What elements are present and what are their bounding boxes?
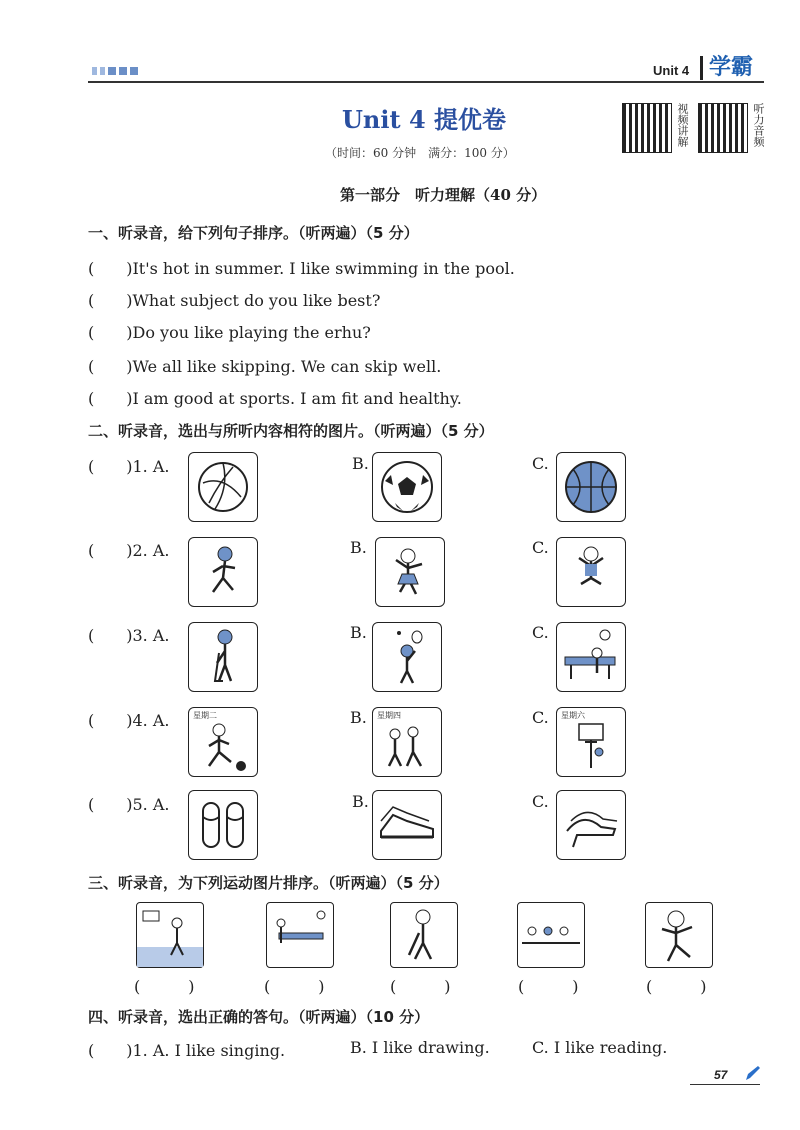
qr-code-icon bbox=[698, 103, 748, 153]
s2-q4-c: C. bbox=[532, 708, 549, 727]
s2-q1-b: B. bbox=[352, 454, 369, 473]
s2-q5-c: C. bbox=[532, 792, 549, 811]
basketball-hoop-icon[interactable] bbox=[556, 707, 626, 777]
basketball-icon[interactable] bbox=[556, 452, 626, 522]
running-girl-icon[interactable] bbox=[188, 537, 258, 607]
qr-audio[interactable] bbox=[698, 103, 764, 153]
s2-q3-c: C. bbox=[532, 623, 549, 642]
s1-item-2: ( )What subject do you like best? bbox=[88, 291, 381, 310]
football-player-icon[interactable] bbox=[188, 707, 258, 777]
ice-hockey-scene-icon[interactable] bbox=[390, 902, 458, 968]
qr-video[interactable] bbox=[622, 103, 688, 153]
s1-item-1: ( )It's hot in summer. I like swimming in the pool. bbox=[88, 259, 515, 278]
page-number: 57 bbox=[714, 1068, 728, 1082]
s2-q4-b: B. bbox=[350, 708, 367, 727]
sneakers-icon[interactable] bbox=[372, 790, 442, 860]
s2-q4-label: ( )4. A. bbox=[88, 711, 170, 730]
section-2-heading: 二、听录音，选出与所听内容相符的图片。（听两遍）（5 分） bbox=[88, 422, 494, 440]
s3-answer-4[interactable]: ( ) bbox=[518, 977, 579, 996]
qr-caption: 听力音频 bbox=[752, 103, 765, 147]
s1-item-5: ( )I am good at sports. I am fit and healthy. bbox=[88, 389, 462, 408]
table-tennis-icon[interactable] bbox=[556, 622, 626, 692]
s2-q2-label: ( )2. A. bbox=[88, 541, 170, 560]
page-title: Unit 4 提优卷 bbox=[342, 105, 506, 134]
s3-answer-3[interactable]: ( ) bbox=[390, 977, 451, 996]
footer-rule bbox=[690, 1084, 760, 1085]
s1-item-3: ( )Do you like playing the erhu? bbox=[88, 323, 371, 342]
slippers-icon[interactable] bbox=[188, 790, 258, 860]
s4-item-1-c: C. I like reading. bbox=[532, 1038, 668, 1057]
high-heels-icon[interactable] bbox=[556, 790, 626, 860]
s2-q3-b: B. bbox=[350, 623, 367, 642]
header-decoration bbox=[92, 67, 138, 75]
volleyball-icon[interactable] bbox=[188, 452, 258, 522]
qr-code-icon bbox=[622, 103, 672, 153]
s3-answer-1[interactable]: ( ) bbox=[134, 977, 195, 996]
s2-q2-b: B. bbox=[350, 538, 367, 557]
pencil-icon bbox=[744, 1064, 762, 1082]
hockey-player-icon[interactable] bbox=[188, 622, 258, 692]
s2-q5-b: B. bbox=[352, 792, 369, 811]
part-heading: 第一部分 听力理解（40 分） bbox=[340, 186, 547, 204]
s2-q1-c: C. bbox=[532, 454, 549, 473]
running-group-icon[interactable] bbox=[372, 707, 442, 777]
qr-caption: 视频讲解 bbox=[676, 103, 689, 147]
tug-of-war-scene-icon[interactable] bbox=[517, 902, 585, 968]
s2-q3-label: ( )3. A. bbox=[88, 626, 170, 645]
weekday-tag: 星期六 bbox=[561, 711, 585, 720]
basketball-scene-icon[interactable] bbox=[136, 902, 204, 968]
section-3-heading: 三、听录音，为下列运动图片排序。（听两遍）（5 分） bbox=[88, 874, 449, 892]
s2-q5-label: ( )5. A. bbox=[88, 795, 170, 814]
weekday-tag: 星期四 bbox=[377, 711, 401, 720]
ping-pong-scene-icon[interactable] bbox=[266, 902, 334, 968]
s3-answer-5[interactable]: ( ) bbox=[646, 977, 707, 996]
s3-answer-2[interactable]: ( ) bbox=[264, 977, 325, 996]
jumping-boy-icon[interactable] bbox=[556, 537, 626, 607]
s2-q2-c: C. bbox=[532, 538, 549, 557]
brand-logo: 学霸 bbox=[700, 56, 753, 80]
section-1-heading: 一、听录音，给下列句子排序。（听两遍）（5 分） bbox=[88, 224, 419, 242]
dancing-girl-icon[interactable] bbox=[375, 537, 445, 607]
header-unit-label: Unit 4 bbox=[653, 63, 690, 78]
header-rule bbox=[88, 81, 764, 83]
s4-item-1-b: B. I like drawing. bbox=[350, 1038, 490, 1057]
section-4-heading: 四、听录音，选出正确的答句。（听两遍）（10 分） bbox=[88, 1008, 430, 1026]
s1-item-4: ( )We all like skipping. We can skip well. bbox=[88, 357, 442, 376]
page-subtitle: （时间：60 分钟 满分：100 分） bbox=[325, 146, 515, 160]
s2-q1-label: ( )1. A. bbox=[88, 457, 170, 476]
soccer-ball-icon[interactable] bbox=[372, 452, 442, 522]
weekday-tag: 星期二 bbox=[193, 711, 217, 720]
skating-scene-icon[interactable] bbox=[645, 902, 713, 968]
s4-item-1: ( )1. A. I like singing. bbox=[88, 1041, 286, 1060]
badminton-icon[interactable] bbox=[372, 622, 442, 692]
